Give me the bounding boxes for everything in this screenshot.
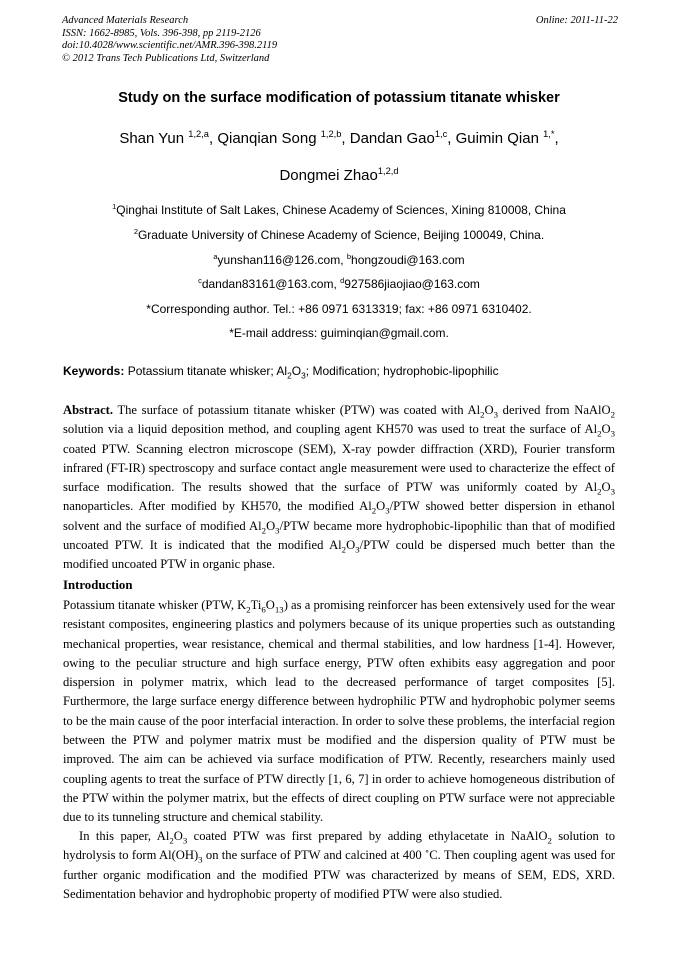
paragraph-text: O (265, 598, 275, 612)
abstract-text: coated PTW. Scanning electron microscope (SEM), X-ray powder diffraction (XRD), Fourier transform infrared (FT-IR) spectroscopy and surface contact angle measurement were used to characterize the effect of surface modification. The results showed that the surface of PTW was uniformly coated by Al (63, 441, 615, 495)
email-mark: c (198, 276, 202, 285)
subscript: 2 (287, 370, 292, 381)
section-heading-introduction: Introduction (63, 578, 133, 592)
affiliation-1 (0, 203, 678, 217)
abstract-text: O (484, 403, 494, 417)
author-name: Shan Yun (119, 130, 189, 147)
author-separator: , (554, 130, 559, 147)
subscript: 2 (597, 428, 602, 439)
paragraph-text: O (173, 829, 183, 843)
email-mark: b (346, 252, 352, 261)
journal-issn: ISSN: 1662-8985, Vols. 396-398, pp 2119-2126 (62, 27, 261, 39)
subscript: 6 (261, 604, 266, 615)
abstract-text: O (376, 499, 386, 514)
abstract-text: /PTW became more hydrophobic-lipophilic than that of modified uncoated PTW. It is indicated that the modified Al (63, 518, 615, 553)
subscript: 13 (274, 604, 284, 615)
affiliation-mark: 1 (112, 202, 117, 211)
author-affiliation-mark: 1,2,a (188, 129, 209, 139)
email-line-2 (0, 277, 678, 291)
author-name: , Dandan Gao (341, 130, 435, 147)
abstract (63, 401, 615, 575)
keywords-label: Keywords: (63, 364, 125, 378)
journal-info (62, 15, 618, 65)
affiliation-2 (0, 228, 678, 242)
keywords (63, 364, 618, 381)
subscript: 3 (301, 370, 306, 381)
email-line-1 (0, 253, 678, 267)
abstract-text: O (266, 518, 276, 533)
subscript: 3 (385, 506, 390, 516)
keywords-text: ; Modification; hydrophobic-lipophilic (305, 364, 499, 378)
subscript: 2 (169, 835, 174, 846)
abstract-text: solution via a liquid deposition method, and coupling agent KH570 was used to treat the surface of Al (63, 422, 598, 437)
subscript: 2 (480, 409, 485, 420)
journal-copyright: © 2012 Trans Tech Publications Ltd, Switzerland (62, 52, 270, 64)
author-name: , Qianqian Song (208, 130, 321, 147)
email-link[interactable]: dandan83161@163.com, (201, 277, 341, 291)
author-affiliation-mark: 1,2,d (377, 166, 399, 176)
email-mark: d (340, 276, 345, 285)
journal-header (62, 15, 618, 65)
subscript: 2 (371, 506, 377, 516)
keywords-text: O (291, 364, 302, 378)
subscript: 2 (246, 604, 251, 615)
journal-name: Advanced Materials Research (62, 15, 189, 26)
abstract-label: Abstract. (63, 403, 114, 417)
email-link[interactable]: 927586jiaojiao@163.com (344, 277, 480, 291)
online-date: Online: 2011-11-22 (535, 15, 618, 26)
email-mark: a (213, 252, 218, 261)
abstract-text: O (601, 422, 611, 437)
paragraph-text: In this paper, Al (79, 829, 170, 843)
subscript: 3 (198, 854, 203, 865)
paragraph-text: ) as a promising reinforcer has been extensively used for the wear resistant composites, engineering plastics and polymers because of its unique properties such as outstanding mechanical properties, wear resistance, chemical and thermal stabilities, and low hardness [1-4]. However, owing to the peculiar structure and high surface energy, PTW often exhibits easy aggregation and poor dispersion in polymer matrix, which lead to the decreased performance of target composites [5]. Furthermore, the large surface energy difference between hydrophilic PTW and hydrophobic polymer seems to be the main cause of the poor interfacial interaction. In order to solve these problems, the interfacial region between the PTW and polymer matrix must be modified and the dispersion quality of PTW must be improved. The aim can be achieved via surface modification of PTW. Recently, researchers mainly used coupling agents to treat the surface of PTW directly [1, 6, 7] in order to achieve homogeneous distribution of the PTW within the polymer matrix, but the effects of direct coupling on PTW surface were not appreciable due to its tunneling structure and chemical stability. (63, 598, 615, 825)
subscript: 3 (493, 409, 499, 420)
subscript: 2 (261, 525, 267, 536)
email-link[interactable]: hongzoudi@163.com (351, 253, 465, 267)
affiliation-text: Graduate University of Chinese Academy of Science, Beijing 100049, China. (137, 228, 545, 242)
affiliation-mark: 2 (133, 227, 138, 236)
subscript: 3 (275, 525, 280, 536)
corresponding-email: *E-mail address: guiminqian@gmail.com. (229, 326, 449, 340)
corresponding-author: *Corresponding author. Tel.: +86 0971 6313319; fax: +86 0971 6310402. (146, 302, 532, 316)
affiliation-text: Qinghai Institute of Salt Lakes, Chinese Academy of Sciences, Xining 810008, China (116, 203, 566, 217)
author-affiliation-mark: 1,* (543, 129, 555, 139)
paragraph-text: on the surface of PTW and calcined at 400 ˚C. Then coupling agent was used for further organic modification and the modified PTW was characterized by means of SEM, EDS, XRD. Sedimentation behavior and hydrophobic property of modified PTW were also studied. (63, 848, 615, 901)
email-link[interactable]: yunshan116@126.com, (217, 253, 347, 267)
abstract-text: nanoparticles. After modified by KH570, the modified Al (63, 499, 372, 514)
abstract-text: derived from NaAlO (498, 403, 611, 417)
introduction-paragraph-2 (63, 827, 615, 904)
subscript: 3 (610, 486, 615, 497)
author-affiliation-mark: 1,2,b (320, 129, 342, 139)
subscript: 2 (610, 409, 616, 420)
author-name: Dongmei Zhao (279, 167, 378, 184)
abstract-text: O (346, 538, 356, 553)
author-line-2 (0, 167, 678, 184)
paragraph-text: Ti (250, 598, 262, 612)
subscript: 2 (547, 835, 552, 846)
author-line-1 (0, 130, 678, 147)
author-affiliation-mark: 1,c (434, 129, 448, 139)
introduction-paragraph-1 (63, 596, 615, 828)
paragraph-text: solution to hydrolysis to form Al(OH) (63, 829, 615, 863)
subscript: 3 (610, 428, 615, 439)
journal-doi: doi:10.4028/www.scientific.net/AMR.396-398.2119 (62, 40, 278, 51)
subscript: 3 (182, 835, 188, 846)
keywords-text: Potassium titanate whisker; Al (124, 364, 288, 378)
paragraph-text: Potassium titanate whisker (PTW, K (63, 598, 247, 612)
subscript: 3 (355, 544, 360, 555)
abstract-text: O (601, 480, 611, 495)
abstract-text: /PTW showed better dispersion in ethanol solvent and the surface of modified Al (63, 499, 615, 533)
subscript: 2 (597, 486, 602, 497)
abstract-text: The surface of potassium titanate whisker (PTW) was coated with Al (113, 403, 481, 417)
author-name: , Guimin Qian (447, 130, 544, 147)
subscript: 2 (341, 544, 347, 555)
abstract-text: /PTW could be dispersed much better than the modified uncoated PTW in organic phase. (63, 538, 615, 572)
paper-title: Study on the surface modification of potassium titanate whisker (118, 90, 560, 106)
paragraph-text: coated PTW was first prepared by adding ethylacetate in NaAlO (187, 829, 548, 843)
